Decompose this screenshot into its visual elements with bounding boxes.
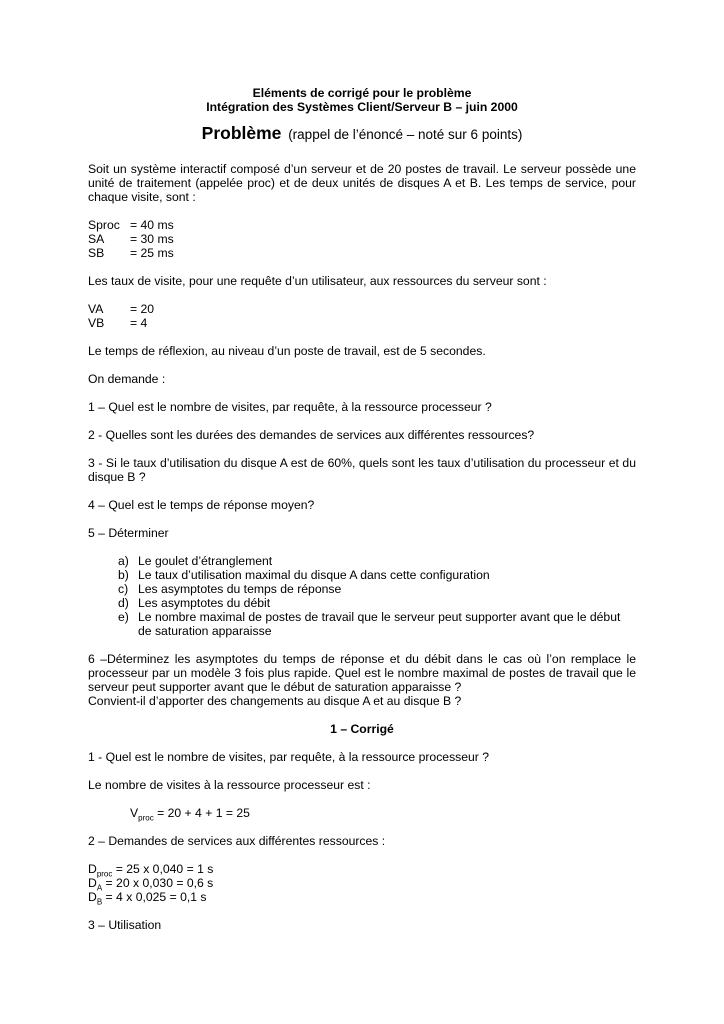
var-value: = 40 ms [130, 218, 174, 232]
formula-symbol: D [88, 862, 97, 876]
formula-subscript: proc [96, 869, 113, 879]
var-value: = 4 [130, 316, 148, 330]
item-letter: b) [118, 568, 129, 582]
item-text: Le goulet d’étranglement [138, 554, 273, 568]
formula-rest: = 4 x 0,025 = 0,1 s [102, 890, 207, 904]
visits-intro: Les taux de visite, pour une requête d’un utilisateur, aux ressources du serveur sont : [88, 274, 547, 288]
var-value: = 30 ms [130, 232, 174, 246]
corrige-2-title: 2 – Demandes de services aux différentes ressources : [88, 834, 386, 848]
item-text: Le taux d’utilisation maximal du disque A dans cette configuration [138, 568, 490, 582]
service-time-row [88, 218, 636, 232]
list-item [118, 568, 636, 582]
question-1: 1 – Quel est le nombre de visites, par requête, à la ressource processeur ? [88, 400, 492, 414]
corrige-3-title: 3 – Utilisation [88, 918, 162, 932]
service-time-row [88, 246, 636, 260]
formula-rest: = 20 x 0,030 = 0,6 s [102, 876, 214, 890]
formula-vproc [88, 806, 636, 823]
formula-rest: = 20 + 4 + 1 = 25 [153, 806, 250, 820]
var-name: Sproc [88, 218, 120, 232]
service-times-list [88, 218, 636, 260]
formula-rest: = 25 x 0,040 = 1 s [112, 862, 214, 876]
visit-rate-row [88, 302, 636, 316]
var-name: VB [88, 316, 105, 330]
corrige-1-text: Le nombre de visites à la ressource processeur est : [88, 778, 371, 792]
formula-symbol: V [130, 806, 139, 820]
item-letter: c) [118, 582, 129, 596]
item-letter: e) [118, 610, 129, 624]
list-item [118, 596, 636, 610]
question-3: 3 - Si le taux d’utilisation du disque A est de 60%, quels sont les taux d’utilisation du processeur et du disque B ? [88, 456, 636, 484]
list-item [118, 554, 636, 568]
visit-rate-row [88, 316, 636, 330]
question-2: 2 - Quelles sont les durées des demandes de services aux différentes ressources? [88, 428, 535, 442]
demand-formulas [88, 862, 636, 907]
question-5-items [88, 554, 636, 638]
problem-title-note: (rappel de l’énoncé – noté sur 6 points) [288, 127, 523, 142]
question-6b: Convient-il d’apporter des changements au disque A et au disque B ? [88, 694, 462, 708]
formula-subscript: A [96, 883, 103, 893]
item-text: Les asymptotes du débit [138, 596, 271, 610]
visit-rates-list [88, 302, 636, 330]
formula-row [88, 862, 636, 879]
header-line-1: Eléments de corrigé pour le problème [252, 86, 472, 100]
var-name: SB [88, 246, 105, 260]
item-text: Les asymptotes du temps de réponse [138, 582, 342, 596]
item-letter: a) [118, 554, 129, 568]
formula-subscript: proc [138, 813, 154, 823]
var-value: = 25 ms [130, 246, 174, 260]
list-item [118, 582, 636, 596]
formula-row [88, 890, 636, 907]
corrige-heading: 1 – Corrigé [330, 722, 394, 736]
formula-symbol: D [88, 890, 97, 904]
item-letter: d) [118, 596, 129, 610]
formula-symbol: D [88, 876, 97, 890]
item-text: Le nombre maximal de postes de travail que le serveur peut supporter avant que le début de saturation apparaisse [138, 610, 621, 638]
question-5: 5 – Déterminer [88, 526, 169, 540]
think-time-text: Le temps de réflexion, au niveau d’un poste de travail, est de 5 secondes. [88, 344, 486, 358]
question-4: 4 – Quel est le temps de réponse moyen? [88, 498, 315, 512]
service-time-row [88, 232, 636, 246]
formula-row [88, 876, 636, 893]
formula-subscript: B [96, 897, 103, 907]
list-item [118, 610, 636, 638]
question-6: 6 –Déterminez les asymptotes du temps de réponse et du débit dans le cas où l’on remplace le processeur par un modèle 3 fois plus rapide. Quel est le nombre maximal de postes de travail que le serveur peut supporter avant que le début de saturation apparaisse ? [88, 652, 636, 694]
problem-title-main: Problème [201, 123, 282, 143]
corrige-1-question: 1 - Quel est le nombre de visites, par requête, à la ressource processeur ? [88, 750, 490, 764]
var-value: = 20 [130, 302, 155, 316]
var-name: SA [88, 232, 105, 246]
var-name: VA [88, 302, 104, 316]
header-line-2: Intégration des Systèmes Client/Serveur B – juin 2000 [206, 100, 518, 114]
on-demande-text: On demande : [88, 372, 166, 386]
intro-paragraph: Soit un système interactif composé d’un serveur et de 20 postes de travail. Le serveur possède une unité de traitement (appelée proc) et de deux unités de disques A et B. Les temps de service, pour chaque visite, sont : [88, 162, 636, 204]
problem-title [88, 123, 636, 143]
